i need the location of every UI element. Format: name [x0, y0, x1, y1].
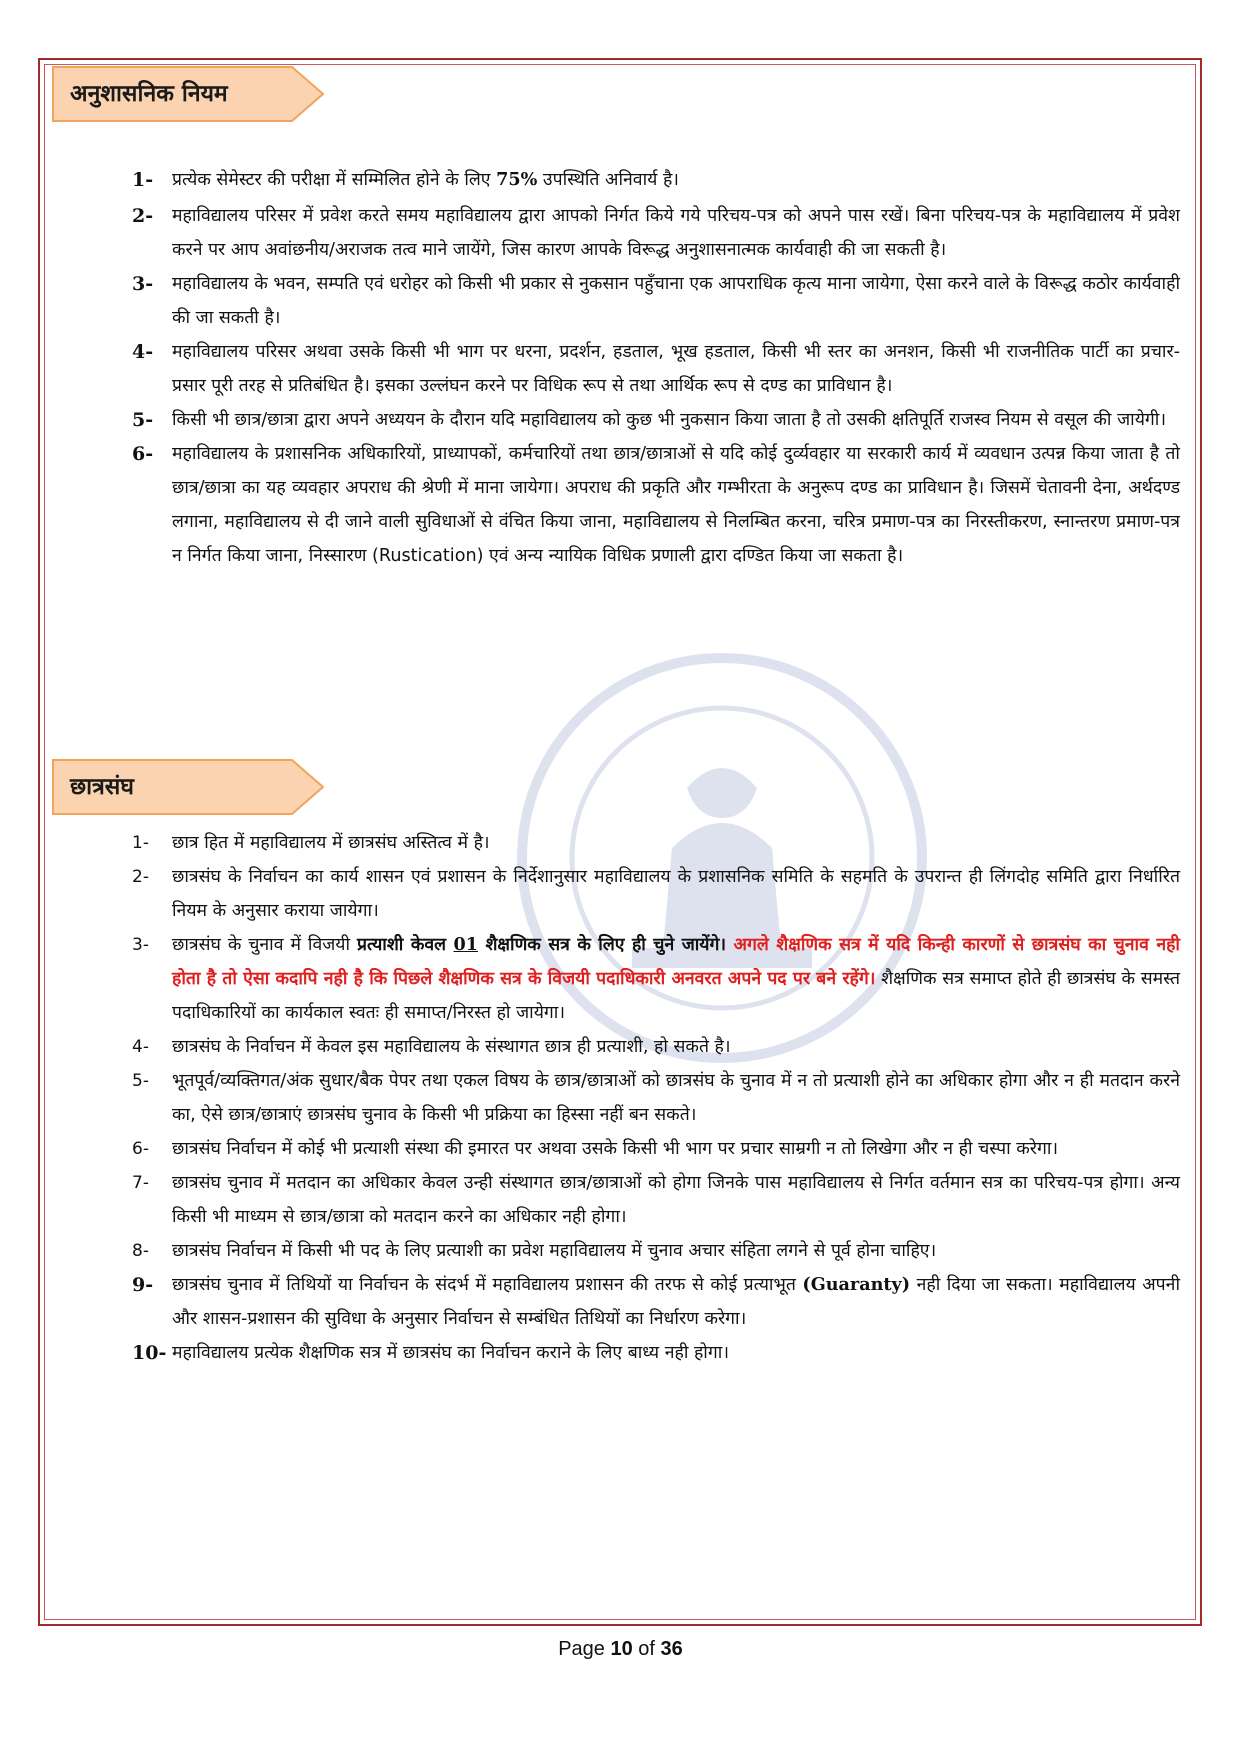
list-item	[132, 860, 1180, 928]
item-text: महाविद्यालय परिसर में प्रवेश करते समय महाविद्यालय द्वारा आपको निर्गत किये गये परिचय-पत्र को अपने पास रखें। बिना परिचय-पत्र के महाविद्यालय में प्रवेश करने पर आप अवांछनीय/अराजक तत्व माने जायेंगे, जिस कारण आपके विरूद्ध अनुशासनात्मक कार्यवाही की जा सकती है।	[172, 206, 1180, 260]
page-label: Page	[558, 1638, 605, 1660]
list-item	[132, 335, 1180, 403]
item-number: 5-	[132, 1071, 149, 1091]
item-number: 6-	[132, 443, 154, 465]
item-text: छात्र हित में महाविद्यालय में छात्रसंघ अस्तित्व में है।	[172, 833, 490, 853]
item-number: 7-	[132, 1173, 149, 1193]
page-footer	[0, 1638, 1241, 1661]
item-number: 6-	[132, 1139, 149, 1159]
list-item	[132, 199, 1180, 267]
item-number: 9-	[132, 1274, 154, 1296]
item-number: 4-	[132, 1037, 149, 1057]
item-text: महाविद्यालय के प्रशासनिक अधिकारियों, प्राध्यापकों, कर्मचारियों तथा छात्र/छात्राओं से यदि कोई दुर्व्यवहार या सरकारी कार्य में व्यवधान उत्पन्न किया जाता है तो छात्र/छात्रा का यह व्यवहार अपराध की श्रेणी में माना जायेगा। अपराध की प्रकृति और गम्भीरता के अनुरूप दण्ड का प्राविधान है। जिसमें चेतावनी देना, अर्थदण्ड लगाना, महाविद्यालय से दी जाने वाली सुविधाओं से वंचित किया जाना, महाविद्यालय से निलम्बित करना, चरित्र प्रमाण-पत्र का निरस्तीकरण, स्नान्तरण प्रमाण-पत्र न निर्गत किया जाना, निस्सारण (Rustication) एवं अन्य न्यायिक विधिक प्रणाली द्वारा दण्डित किया जा सकता है।	[172, 444, 1180, 566]
list-item	[132, 928, 1180, 1030]
list-item	[132, 1166, 1180, 1234]
item-number: 1-	[132, 169, 154, 191]
item-text: छात्रसंघ के निर्वाचन का कार्य शासन एवं प्रशासन के निर्देशानुसार महाविद्यालय के प्रशासनिक समिति के सहमति के उपरान्त ही लिंगदोह समिति द्वारा निर्धारित नियम के अनुसार कराया जायेगा।	[172, 867, 1180, 921]
list-item	[132, 1132, 1180, 1166]
item-text: प्रत्येक सेमेस्टर की परीक्षा में सम्मिलित होने के लिए 75% उपस्थिति अनिवार्य है।	[172, 169, 679, 190]
red-highlight-text: अगले शैक्षणिक सत्र में यदि किन्ही कारणों से छात्रसंघ का चुनाव नही होता है तो ऐसा कदापि नही है कि पिछले शैक्षणिक सत्र के विजयी पदाधिकारी अनवरत अपने पद पर बने रहेंगे।	[172, 935, 1180, 989]
list-item	[132, 1336, 1180, 1370]
list-item	[132, 267, 1180, 335]
item-text: छात्रसंघ चुनाव में तिथियों या निर्वाचन के संदर्भ में महाविद्यालय प्रशासन की तरफ से कोई प्रत्याभूत (Guaranty) नही दिया जा सकता। महाविद्यालय अपनी और शासन-प्रशासन की सुविधा के अनुसार निर्वाचन से सम्बंधित तिथियों का निर्धारण करेगा।	[172, 1274, 1180, 1329]
current-page-number: 10	[610, 1638, 633, 1660]
list-item	[132, 1234, 1180, 1268]
total-pages-number: 36	[660, 1638, 683, 1660]
item-text: महाविद्यालय प्रत्येक शैक्षणिक सत्र में छात्रसंघ का निर्वाचन कराने के लिए बाध्य नही होगा।	[172, 1343, 729, 1363]
item-number: 5-	[132, 409, 154, 431]
section-heading-discipline	[52, 66, 324, 122]
student-union-rules-list	[132, 826, 1180, 1370]
item-number: 2-	[132, 205, 154, 227]
list-item	[132, 1030, 1180, 1064]
list-item	[132, 1064, 1180, 1132]
list-item	[132, 163, 1180, 197]
section-heading-text: अनुशासनिक नियम	[70, 81, 228, 107]
section-heading-text: छात्रसंघ	[70, 774, 134, 800]
list-item	[132, 437, 1180, 573]
page-of-label: of	[638, 1638, 655, 1660]
item-text: छात्रसंघ के चुनाव में विजयी प्रत्याशी केवल 01 शैक्षणिक सत्र के लिए ही चुने जायेंगे। अगले शैक्षणिक सत्र में यदि किन्ही कारणों से छात्रसंघ का चुनाव नही होता है तो ऐसा कदापि नही है कि पिछले शैक्षणिक सत्र के विजयी पदाधिकारी अनवरत अपने पद पर बने रहेंगे। शैक्षणिक सत्र समाप्त होते ही छात्रसंघ के समस्त पदाधिकारियों का कार्यकाल स्वतः ही समाप्त/निरस्त हो जायेगा।	[172, 934, 1180, 1023]
item-text: भूतपूर्व/व्यक्तिगत/अंक सुधार/बैक पेपर तथा एकल विषय के छात्र/छात्राओं को छात्रसंघ के चुनाव में न तो प्रत्याशी होने का अधिकार होगा और न ही मतदान करने का, ऐसे छात्र/छात्राएं छात्रसंघ चुनाव के किसी भी प्रक्रिया का हिस्सा नहीं बन सकते।	[172, 1071, 1180, 1125]
item-number: 3-	[132, 935, 149, 955]
section-heading-student-union	[52, 759, 324, 815]
list-item	[132, 1268, 1180, 1336]
list-item	[132, 826, 1180, 860]
item-number: 8-	[132, 1241, 149, 1261]
item-text: छात्रसंघ निर्वाचन में किसी भी पद के लिए प्रत्याशी का प्रवेश महाविद्यालय में चुनाव अचार संहिता लगने से पूर्व होना चाहिए।	[172, 1241, 937, 1261]
item-number: 10-	[132, 1342, 167, 1364]
list-item	[132, 403, 1180, 437]
item-number: 1-	[132, 833, 149, 853]
item-text: छात्रसंघ चुनाव में मतदान का अधिकार केवल उन्ही संस्थागत छात्र/छात्राओं को होगा जिनके पास महाविद्यालय से निर्गत वर्तमान सत्र का परिचय-पत्र होगा। अन्य किसी भी माध्यम से छात्र/छात्रा को मतदान करने का अधिकार नही होगा।	[172, 1173, 1180, 1227]
discipline-rules-list	[132, 163, 1180, 573]
item-number: 4-	[132, 341, 154, 363]
item-number: 3-	[132, 273, 154, 295]
item-text: महाविद्यालय परिसर अथवा उसके किसी भी भाग पर धरना, प्रदर्शन, हडताल, भूख हडताल, किसी भी स्तर का अनशन, किसी भी राजनीतिक पार्टी का प्रचार-प्रसार पूरी तरह से प्रतिबंधित है। इसका उल्लंघन करने पर विधिक रूप से तथा आर्थिक रूप से दण्ड का प्राविधान है।	[172, 342, 1180, 396]
item-text: महाविद्यालय के भवन, सम्पति एवं धरोहर को किसी भी प्रकार से नुकसान पहुँचाना एक आपराधिक कृत्य माना जायेगा, ऐसा करने वाले के विरूद्ध कठोर कार्यवाही की जा सकती है।	[172, 274, 1181, 328]
item-number: 2-	[132, 867, 149, 887]
item-text: छात्रसंघ के निर्वाचन में केवल इस महाविद्यालय के संस्थागत छात्र ही प्रत्याशी, हो सकते है।	[172, 1037, 731, 1057]
item-text: किसी भी छात्र/छात्रा द्वारा अपने अध्ययन के दौरान यदि महाविद्यालय को कुछ भी नुकसान किया जाता है तो उसकी क्षतिपूर्ति राजस्व नियम से वसूल की जायेगी।	[172, 410, 1167, 430]
item-text: छात्रसंघ निर्वाचन में कोई भी प्रत्याशी संस्था की इमारत पर अथवा उसके किसी भी भाग पर प्रचार साम्रगी न तो लिखेगा और न ही चस्पा करेगा।	[172, 1139, 1059, 1159]
